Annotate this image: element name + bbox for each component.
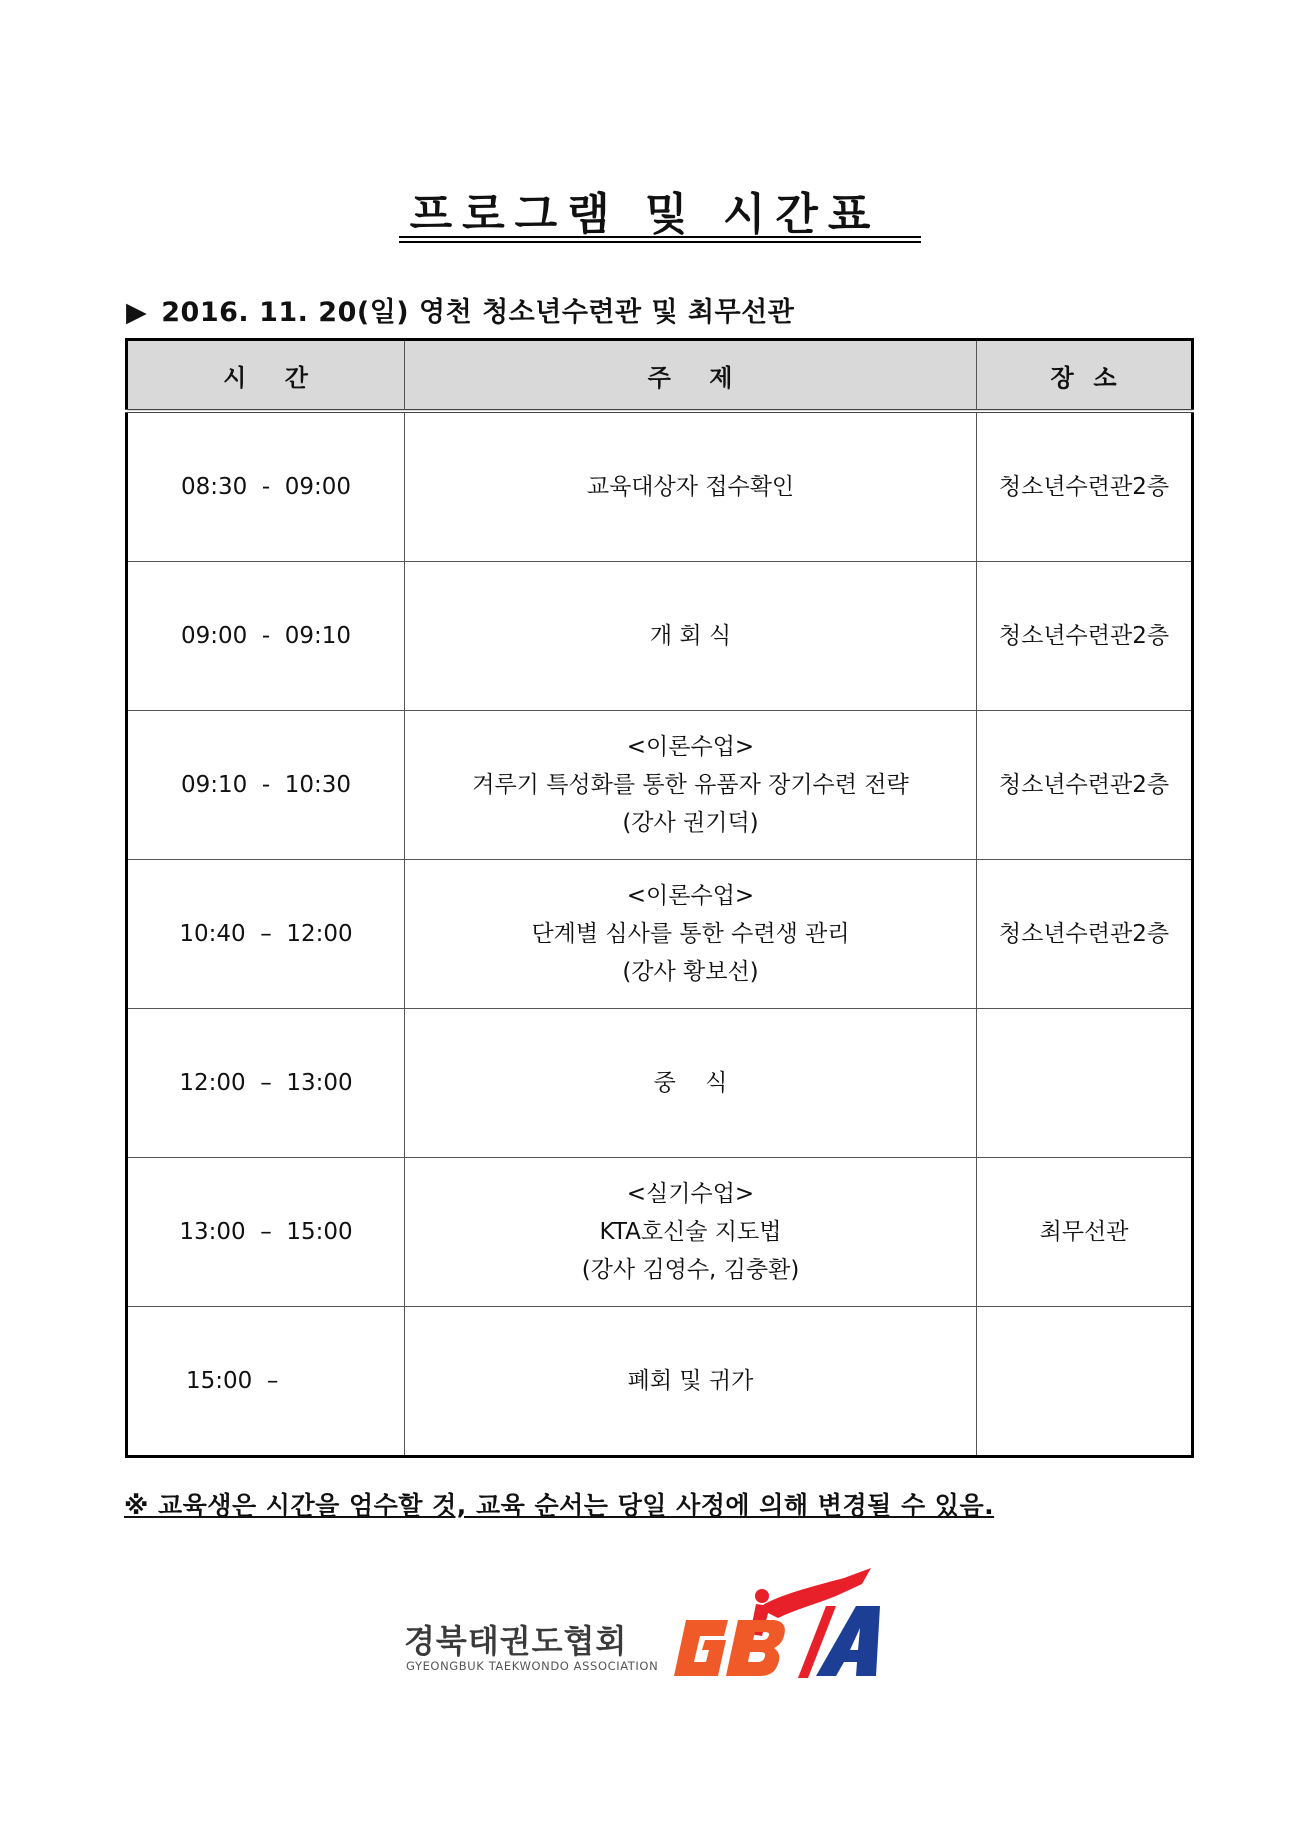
title-underline-second	[399, 241, 921, 243]
time-cell: 09:00 - 09:10	[127, 562, 405, 711]
notice-text: ※ 교육생은 시간을 엄수할 것, 교육 순서는 당일 사정에 의해 변경될 수 있음.	[124, 1491, 995, 1520]
time-cell: 12:00 – 13:00	[127, 1009, 405, 1158]
time-cell: 10:40 – 12:00	[127, 860, 405, 1009]
topic-cell: 폐회 및 귀가	[405, 1307, 977, 1457]
place-cell: 청소년수련관2층	[977, 562, 1193, 711]
topic-cell: <실기수업> KTA호신술 지도법 (강사 김영수, 김충환)	[405, 1158, 977, 1307]
schedule-header-row	[127, 340, 1193, 412]
gbta-emblem-icon	[666, 1566, 924, 1686]
time-cell: 15:00 –	[127, 1307, 405, 1457]
event-date-location	[126, 290, 794, 329]
logo-korean-name: 경북태권도협회	[404, 1622, 628, 1660]
table-row	[127, 411, 1193, 562]
logo-english-name: GYEONGBUK TAEKWONDO ASSOCIATION	[406, 1659, 659, 1673]
place-cell: 청소년수련관2층	[977, 711, 1193, 860]
event-date-location-text: 2016. 11. 20(일) 영천 청소년수련관 및 최무선관	[161, 297, 795, 328]
table-row	[127, 1158, 1193, 1307]
place-cell: 청소년수련관2층	[977, 860, 1193, 1009]
time-cell: 08:30 - 09:00	[127, 411, 405, 562]
table-row	[127, 1009, 1193, 1158]
table-row	[127, 1307, 1193, 1457]
page-title: 프로그램 및 시간표	[409, 189, 881, 240]
triangle-bullet-icon: ▶	[126, 297, 148, 328]
header-topic: 주 제	[405, 340, 977, 412]
header-time: 시 간	[127, 340, 405, 412]
topic-cell: <이론수업> 단계별 심사를 통한 수련생 관리 (강사 황보선)	[405, 860, 977, 1009]
schedule-table	[125, 338, 1194, 1458]
place-cell: 청소년수련관2층	[977, 411, 1193, 562]
topic-cell: 중 식	[405, 1009, 977, 1158]
title-underline	[399, 236, 921, 238]
table-row	[127, 860, 1193, 1009]
topic-cell: 개 회 식	[405, 562, 977, 711]
time-cell: 13:00 – 15:00	[127, 1158, 405, 1307]
topic-cell: <이론수업> 겨루기 특성화를 통한 유품자 장기수련 전략 (강사 권기덕)	[405, 711, 977, 860]
table-row	[127, 562, 1193, 711]
place-cell: 최무선관	[977, 1158, 1193, 1307]
header-place: 장 소	[977, 340, 1193, 412]
table-row	[127, 711, 1193, 860]
place-cell	[977, 1009, 1193, 1158]
topic-cell: 교육대상자 접수확인	[405, 411, 977, 562]
time-cell: 09:10 - 10:30	[127, 711, 405, 860]
association-logo	[404, 1566, 924, 1686]
place-cell	[977, 1307, 1193, 1457]
